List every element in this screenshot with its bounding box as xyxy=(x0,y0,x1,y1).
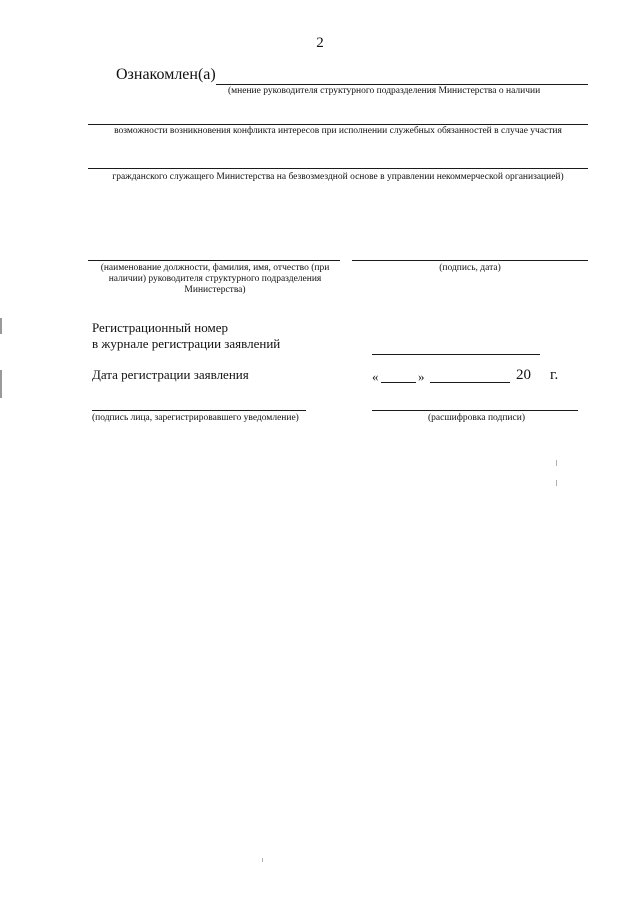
acquainted-caption-2: возможности возникновения конфликта интересов при исполнении служебных обязанностей в случае участия xyxy=(114,126,562,136)
scan-speck xyxy=(556,460,557,466)
date-quote-close: » xyxy=(418,369,425,384)
registration-number-label-2: в журнале регистрации заявлений xyxy=(92,336,281,351)
scan-edge-mark xyxy=(0,318,2,334)
page-number: 2 xyxy=(316,35,324,51)
year-prefix: 20 xyxy=(516,367,531,383)
acquainted-label: Ознакомлен(а) xyxy=(116,66,216,83)
registration-date-label: Дата регистрации заявления xyxy=(92,367,249,382)
signature-date-caption: (подпись, дата) xyxy=(439,263,501,273)
scan-edge-mark xyxy=(0,370,2,398)
date-quote-open: « xyxy=(372,369,379,384)
signature-decoding-caption: (расшифровка подписи) xyxy=(428,413,525,423)
opinion-line-2 xyxy=(88,124,588,125)
opinion-line-3 xyxy=(88,168,588,169)
signature-date-line xyxy=(352,260,588,261)
registration-number-line xyxy=(372,354,540,355)
signature-decoding-line xyxy=(372,410,578,411)
month-line xyxy=(430,382,510,383)
registrar-signature-line xyxy=(92,410,306,411)
acquainted-line xyxy=(216,84,588,85)
position-name-line xyxy=(88,260,340,261)
year-suffix: г. xyxy=(550,367,559,383)
acquainted-caption-3: гражданского служащего Министерства на безвозмездной основе в управлении некоммерческой организацией) xyxy=(112,172,564,182)
scan-speck xyxy=(556,480,557,486)
acquainted-caption-1: (мнение руководителя структурного подразделения Министерства о наличии xyxy=(228,86,541,96)
scan-speck xyxy=(262,858,263,862)
day-line xyxy=(381,382,416,383)
registration-number-label-1: Регистрационный номер xyxy=(92,320,228,335)
position-name-caption: (наименование должности, фамилия, имя, отчество (при наличии) руководителя структурного подразделения Министерства) xyxy=(100,263,330,295)
registrar-signature-caption: (подпись лица, зарегистрировавшего уведомление) xyxy=(92,413,299,423)
